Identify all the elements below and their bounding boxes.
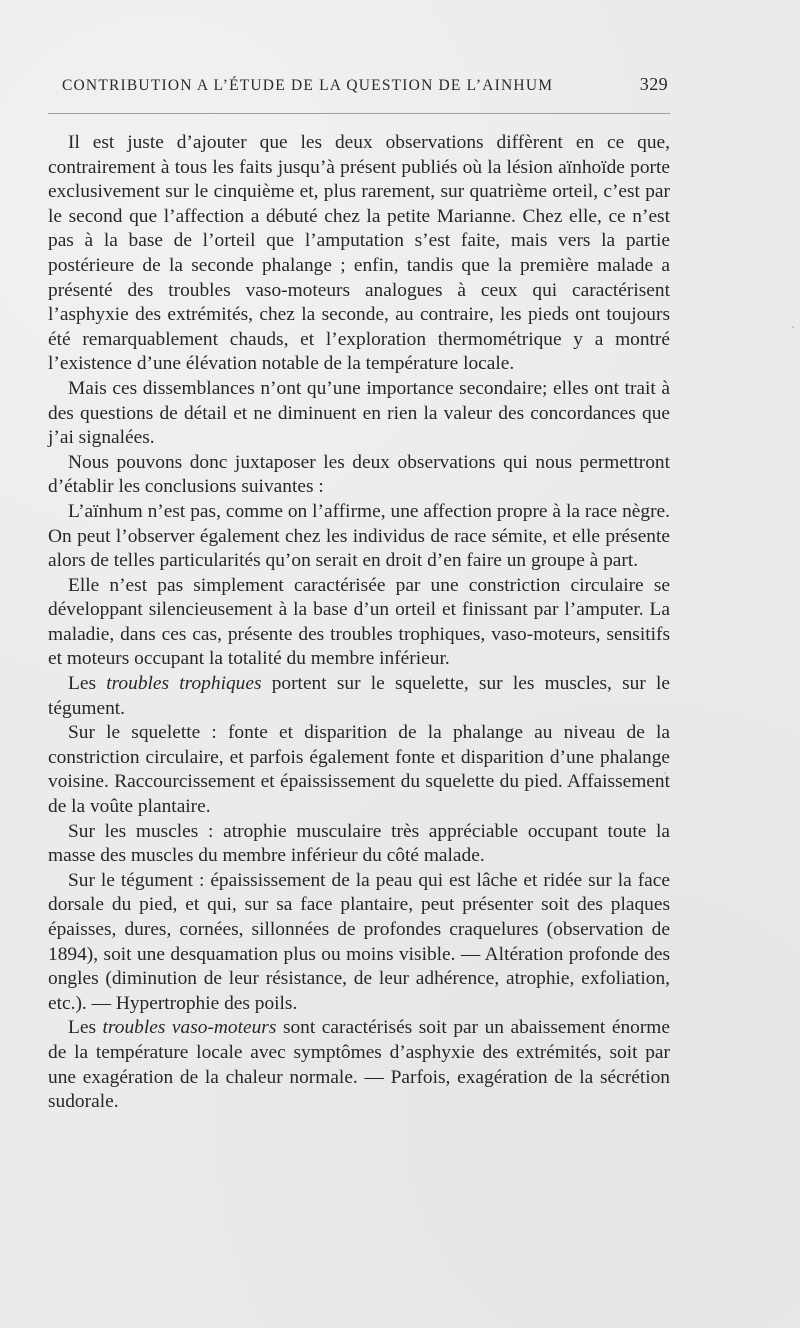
page-number: 329 xyxy=(639,74,668,94)
paragraph: Sur les muscles : atrophie musculaire très appréciable occupant toute la masse des muscles du membre inférieur du côté malade. xyxy=(48,820,670,867)
running-header xyxy=(62,74,668,100)
header-rule xyxy=(48,113,670,114)
paragraph: Sur le squelette : fonte et disparition de la phalange au niveau de la constriction circulaire, et parfois également fonte et disparition d’une phalange voisine. Raccourcissement et épaississement du squelette du pied. Affaissement de la voûte plantaire. xyxy=(48,722,670,818)
paper-speck xyxy=(792,326,794,328)
running-title: CONTRIBUTION A L’ÉTUDE DE LA QUESTION DE L’AINHUM xyxy=(62,77,554,94)
paragraph xyxy=(48,672,670,721)
paragraph: Il est juste d’ajouter que les deux observations diffèrent en ce que, contrairement à tous les faits jusqu’à présent publiés où la lésion aïnhoïde porte exclusivement sur le cinquième et, plus rarement, sur quatrième orteil, c’est par le second que l’affection a débuté chez la petite Marianne. Chez elle, ce n’est pas à la base de l’orteil que l’amputation s’est faite, mais vers la partie postérieure de la seconde phalange ; enfin, tandis que la première malade a présenté des troubles vaso-moteurs analogues à ceux qui caractérisent l’asphyxie des extrémités, chez la seconde, au contraire, les pieds ont toujours été remarquablement chauds, et l’exploration thermométrique y a montré l’existence d’une élévation notable de la température locale. xyxy=(48,132,670,375)
paragraph: Mais ces dissemblances n’ont qu’une importance secondaire; elles ont trait à des questions de détail et ne diminuent en rien la valeur des concordances que j’ai signalées. xyxy=(48,377,670,449)
paragraph: L’aïnhum n’est pas, comme on l’affirme, une affection propre à la race nègre. On peut l’observer également chez les individus de race sémite, et elle présente alors de telles particularités qu’on serait en droit d’en faire un groupe à part. xyxy=(48,500,670,572)
paragraph-rest: sont caractérisés soit par un abaissement énorme de la température locale avec symptômes d’asphyxie des extrémités, soit par une exagération de la chaleur normale. — Parfois, exagération de la sécrétion sudorale. xyxy=(48,1017,670,1113)
paragraph-rest: portent sur le squelette, sur les muscles, sur le tégument. xyxy=(48,673,670,719)
paragraph: Elle n’est pas simplement caractérisée par une constriction circulaire se développant silencieusement à la base d’un orteil et finissant par l’amputer. La maladie, dans ces cas, présente des troubles trophiques, vaso-moteurs, sensitifs et moteurs occupant la totalité du membre inférieur. xyxy=(48,574,670,670)
body-text xyxy=(48,131,670,1115)
paragraph-lead: Les xyxy=(68,1017,103,1039)
italic-term: troubles trophiques xyxy=(106,673,262,695)
paragraph-lead: Les xyxy=(68,673,107,695)
paragraph: Sur le tégument : épaississement de la peau qui est lâche et ridée sur la face dorsale du pied, et qui, sur sa face plantaire, peut présenter soit des plaques épaisses, dures, cornées, sillonnées de profondes craquelures (observation de 1894), soit une desquamation plus ou moins visible. — Altération profonde des ongles (diminution de leur résistance, de leur adhérence, atrophie, exfoliation, etc.). — Hypertrophie des poils. xyxy=(48,869,670,1014)
paper-speck xyxy=(664,772,666,774)
italic-term: troubles vaso-moteurs xyxy=(102,1017,277,1039)
paper-speck xyxy=(503,882,505,884)
paragraph: Nous pouvons donc juxtaposer les deux observations qui nous permettront d’établir les conclusions suivantes : xyxy=(48,451,670,498)
paragraph xyxy=(48,1016,670,1114)
